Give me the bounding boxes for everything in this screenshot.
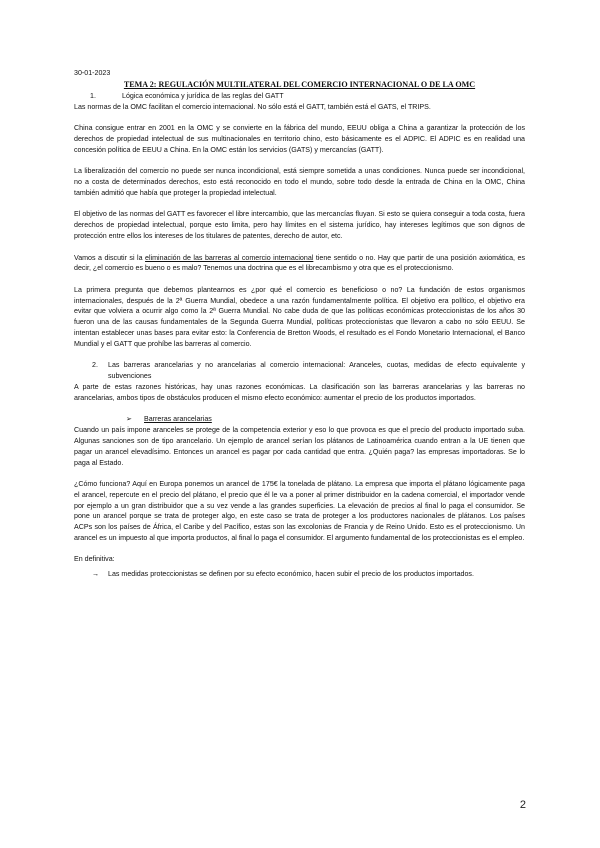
document-page [74,68,525,580]
subsection-heading-text: Barreras arancelarias [144,415,212,424]
conclusion-bullet-1-text: Las medidas proteccionistas se definen por su efecto económico, hacen subir el precio de los productos importados. [108,570,474,579]
page-number: 2 [519,799,526,811]
section-2-paragraph-2: Cuando un país impone aranceles se protege de la competencia exterior y eso lo que provoca es que el precio del producto importado suba. Algunas sanciones son de tipo arancelario. Un ejemplo de arancel serían los plátanos de Latinoamérica cuando entran a la UE tienen que pagar un arancel elevadísimo. Entonces un arancel es pagar por cada cantidad que entra. ¿Quién paga? las empresas importadoras. Se lo paga al Estado. [74,425,525,467]
section-1-number: 1. [90,92,96,101]
section-1-paragraph-5 [74,253,525,275]
section-2-heading-text: Las barreras arancelarias y no arancelarias al comercio internacional: Aranceles, cuotas, medidas de efecto equivalente y subvenciones [108,361,525,381]
paragraph-5-underlined: eliminación de las barreras al comercio internacional [145,253,314,262]
conclusion-label: En definitiva: [74,555,115,564]
arrow-right-icon: → [92,570,100,579]
section-2-number: 2. [92,361,98,370]
arrow-bullet-icon: ➢ [126,415,132,424]
subsection-heading [126,414,525,425]
document-title: TEMA 2: REGULACIÓN MULTILATERAL DEL COMERCIO INTERNACIONAL O DE LA OMC [123,79,476,89]
paragraph-5-lead: Vamos a discutir si la [74,253,146,262]
section-2-heading [74,360,525,382]
paragraph-5-tail: tiene sentido o no. Hay que partir de una posición axiomática, es decir, ¿el comercio es bueno o es malo? Tenemos una doctrina que es el librecambismo y otra que es el proteccionismo. [74,253,525,273]
section-1-heading [74,91,525,102]
document-date: 30-01-2023 [74,69,111,77]
conclusion-bullet-1 [74,569,525,580]
section-1-heading-text: Lógica económica y jurídica de las reglas del GATT [122,92,284,101]
section-1-paragraph-1: Las normas de la OMC facilitan el comercio internacional. No sólo está el GATT, también está el GATS, el TRIPS. [74,103,431,112]
section-1-paragraph-4: El objetivo de las normas del GATT es favorecer el libre intercambio, que las mercancías fluyan. Si esto se quiera conseguir a toda costa, fuera derechos de propiedad intelectual, porque esto limita, pero hay límites en el sistema jurídico, hay intereses legítimos que son dignos de protección entre ellos los intereses de los titulares de patentes, derecho de autor, etc. [74,210,525,241]
section-2-paragraph-3: ¿Cómo funciona? Aquí en Europa ponemos un arancel de 175€ la tonelada de plátano. La empresa que importa el plátano lógicamente paga el arancel, repercute en el precio del plátano, el precio que él le va a poner al primer distribuidor en la cadena comercial, el importador vende por ejemplo a un gran distribuidor que a su vez vende a las grandes superficies. La elevación de precios al final lo paga el consumidor. Se pone un arancel porque se trata de proteger algo, en este caso se trata de proteger a los productores nacionales de plátanos. Los países ACPs son los países de África, el Caribe y del Pacífico, estas son las excolonias de Francia y de Reino Unido. Esto es el proteccionismo. Un arancel es un impuesto al que importa productos, al final lo paga el consumidor. El argumento fundamental de los proteccionistas es el empleo. [74,479,525,543]
section-1-paragraph-3: La liberalización del comercio no puede ser nunca incondicional, está siempre sometida a unas condiciones. Nunca puede ser incondicional, no a costa de determinados derechos, esto está reconocido en todo el mundo, sobre todo desde la entrada de China en la OMC, China también admitió que había que proteger la propiedad intelectual. [74,167,525,198]
section-1-paragraph-2: China consigue entrar en 2001 en la OMC y se convierte en la fábrica del mundo, EEUU obliga a China a garantizar la protección de los derechos de propiedad intelectual de sus multinacionales en territorio chino, esto básicamente es el ADPIC. El ADPIC es en realidad una concesión política de EEUU a China. En la OMC están los servicios (GATS) y mercancías (GATT). [74,124,525,155]
section-2-paragraph-1: A parte de estas razones históricas, hay unas razones económicas. La clasificación son las barreras arancelarias y las barreras no arancelarias, ambos tipos de obstáculos producen el mismo efecto económico: aumentar el precio de los productos importados. [74,382,525,402]
section-1-paragraph-6: La primera pregunta que debemos plantearnos es ¿por qué el comercio es beneficioso o no? La fundación de estos organismos internacionales, después de la 2ª Guerra Mundial, obedece a una razón fundamentalmente política. El objetivo era político, el objetivo era evitar que volviera a ocurrir algo como la 2ª Guerra Mundial. No cabe duda de que las políticas económicas proteccionistas de los años 30 fueron una de las causas fundamentales de la Segunda Guerra Mundial, políticas proteccionistas que llevaron a cabo no sólo EEUU. Se intentan establecer unas bases para evitar esto: la Conferencia de Bretton Woods, el resultado es el Fondo Monetario Internacional, el Banco Mundial y el GATT que prohíbe las barreras al comercio. [74,285,525,348]
